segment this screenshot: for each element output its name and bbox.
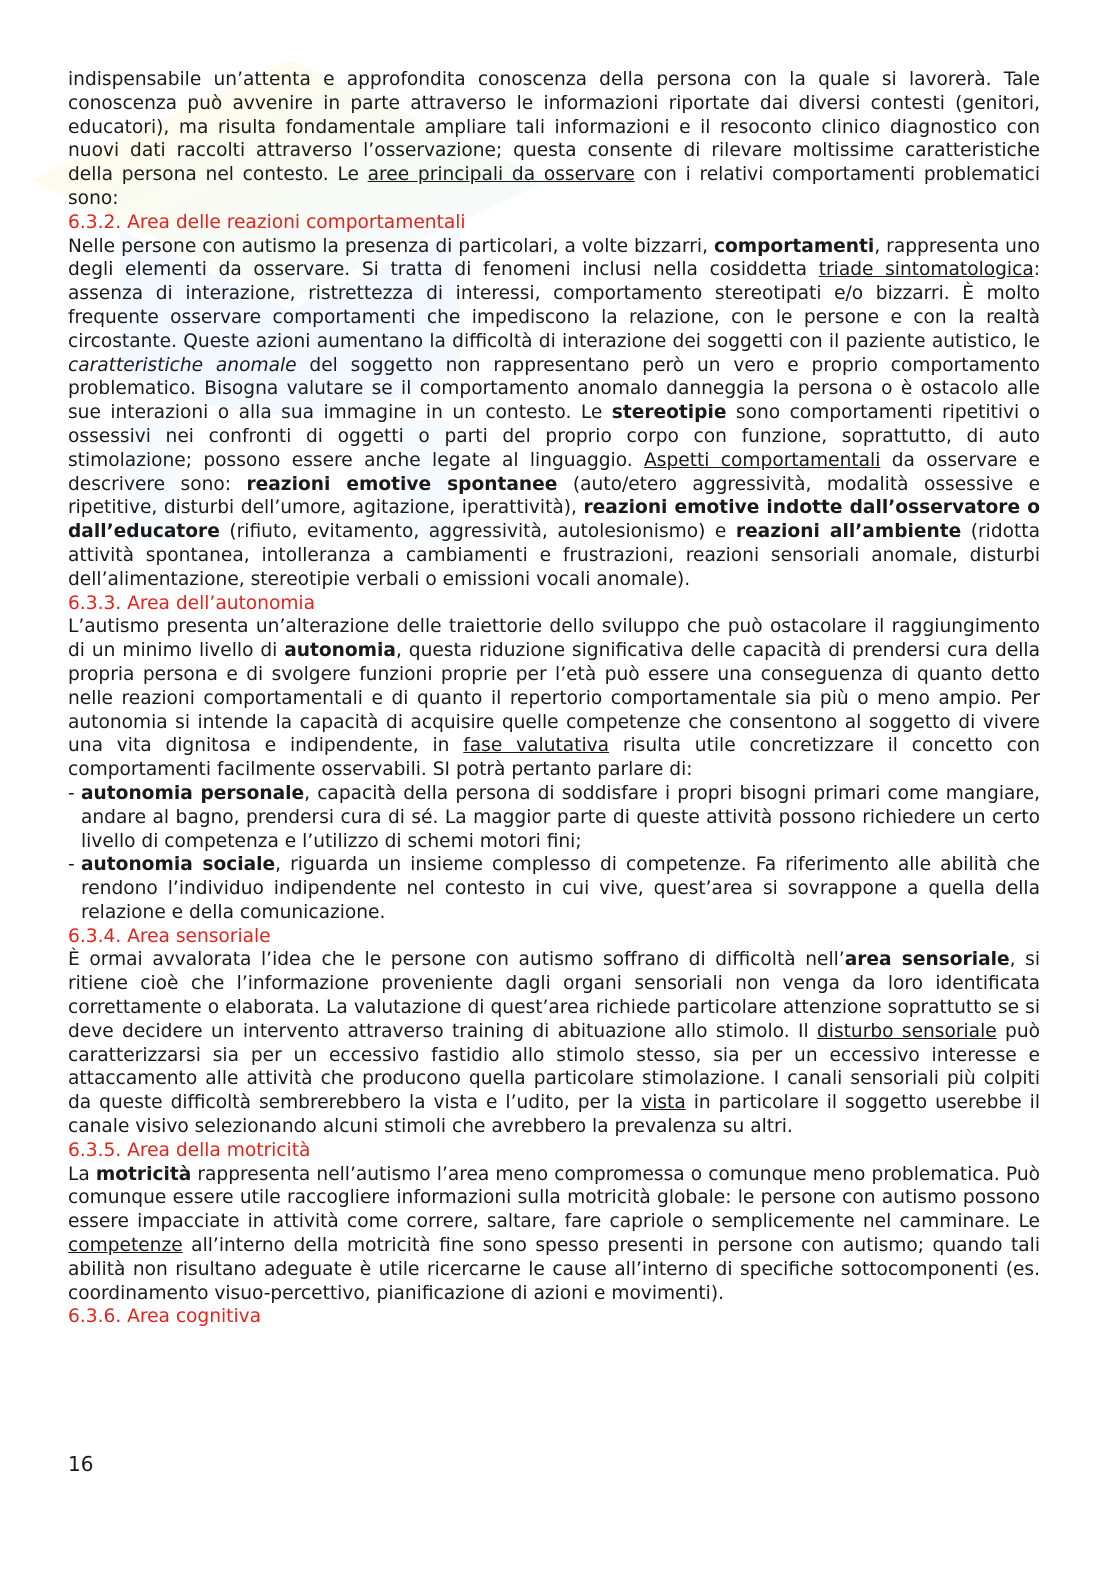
underlined-text: aree principali da osservare xyxy=(367,164,635,186)
italic-term: caratteristiche anomale xyxy=(68,354,297,376)
bold-term: autonomia personale xyxy=(81,782,305,804)
bold-term: area sensoriale xyxy=(844,949,1010,971)
bold-term: stereotipie xyxy=(611,402,727,424)
section-heading-6-3-6: 6.3.6. Area cognitiva xyxy=(68,1306,262,1328)
bold-term: reazioni emotive spontanee xyxy=(246,473,558,495)
underlined-text: disturbo sensoriale xyxy=(816,1020,997,1042)
underlined-text: competenze xyxy=(68,1235,183,1257)
bold-term: comportamenti xyxy=(713,235,875,257)
intro-paragraph: indispensabile un’attenta e approfondita conoscenza della persona con la quale si lavorerà. Tale conoscenza può avvenire in parte attraverso le informazioni riportate dai diversi contesti (genitori, educatori), ma risulta fondamentale ampliare tali informazioni e il resoconto clinico diagnostico con nuovi dati raccolti attraverso l’osservazione; questa consente di rilevare moltissime caratteristiche della persona nel contesto. Le aree principali da osservare con i relativi comportamenti problematici sono: xyxy=(68,69,1040,209)
underlined-text: fase valutativa xyxy=(463,735,610,757)
bold-term: reazioni emotive indotte dall’osservatore o dall’educatore xyxy=(68,497,1040,543)
autonomia-list xyxy=(68,782,1040,925)
underlined-text: vista xyxy=(641,1092,686,1114)
paragraph-autonomia: L’autismo presenta un’alterazione delle traiettorie dello sviluppo che può ostacolare il raggiungimento di un minimo livello di autonomia, questa riduzione significativa delle capacità di prendersi cura della propria persona e di svolgere funzioni proprie per l’età può essere una conseguenza di quanto detto nelle reazioni comportamentali e di quanto il repertorio comportamentale sia più o meno ampio. Per autonomia si intende la capacità di acquisire quelle competenze che consentono al soggetto di vivere una vita dignitosa e indipendente, in fase valutativa risulta utile concretizzare il concetto con comportamenti facilmente osservabili. SI potrà pertanto parlare di: xyxy=(68,616,1040,781)
underlined-text: triade sintomatologica xyxy=(818,259,1034,281)
document-page xyxy=(68,68,1040,1329)
bold-term: reazioni all’ambiente xyxy=(735,521,962,543)
section-heading-6-3-5: 6.3.5. Area della motricità xyxy=(68,1139,311,1161)
paragraph-reazioni-comportamentali: Nelle persone con autismo la presenza di particolari, a volte bizzarri, comportamenti, rappresenta uno degli elementi da osservare. Si tratta di fenomeni inclusi nella cosiddetta triade sintomatologica: assenza di interazione, ristrettezza di interessi, comportamento stereotipati e/o bizzarri. È molto frequente osservare comportamenti che impediscono la relazione, con le persone e con la realtà circostante. Queste azioni aumentano la difficoltà di interazione dei soggetti con il paziente autistico, le caratteristiche anomale del soggetto non rappresentano però un vero e proprio comportamento problematico. Bisogna valutare se il comportamento anomalo danneggia la persona o è ostacolo alle sue interazioni o alla sua immagine in un contesto. Le stereotipie sono comportamenti ripetitivi o ossessivi nei confronti di oggetti o parti del proprio corpo con funzione, soprattutto, di auto stimolazione; possono essere anche legate al linguaggio. Aspetti comportamentali da osservare e descrivere sono: reazioni emotive spontanee (auto/etero aggressività, modalità ossessive e ripetitive, disturbi dell’umore, agitazione, iperattività), reazioni emotive indotte dall’osservatore o dall’educatore (rifiuto, evitamento, aggressività, autolesionismo) e reazioni all’ambiente (ridotta attività spontanea, intolleranza a cambiamenti e frustrazioni, reazioni sensoriali anomale, disturbi dell’alimentazione, stereotipie verbali o emissioni vocali anomale). xyxy=(68,235,1041,590)
section-heading-6-3-3: 6.3.3. Area dell’autonomia xyxy=(68,592,315,614)
paragraph-motricita: La motricità rappresenta nell’autismo l’area meno compromessa o comunque meno problematica. Può comunque essere utile raccogliere informazioni sulla motricità globale: le persone con autismo possono essere impacciate in attività come correre, saltare, fare capriole o semplicemente nel camminare. Le competenze all’interno della motricità fine sono spesso presenti in persone con autismo; quando tali abilità non risultano adeguate è utile ricercarne le cause all’interno di specifiche sottocomponenti (es. coordinamento visuo-percettivo, pianificazione di azioni e movimenti). xyxy=(68,1163,1040,1304)
list-item: - autonomia sociale, riguarda un insieme complesso di competenze. Fa riferimento alle abilità che rendono l’individuo indipendente nel contesto in cui vive, quest’area si sovrappone a quella della relazione e della comunicazione. xyxy=(68,853,1040,924)
list-item: - autonomia personale, capacità della persona di soddisfare i propri bisogni primari come mangiare, andare al bagno, prendersi cura di sé. La maggior parte di queste attività possono richiedere un certo livello di competenza e l’utilizzo di schemi motori fini; xyxy=(68,782,1040,853)
page-number: 16 xyxy=(68,1452,94,1476)
section-heading-6-3-2: 6.3.2. Area delle reazioni comportamentali xyxy=(68,211,466,233)
section-heading-6-3-4: 6.3.4. Area sensoriale xyxy=(68,925,271,947)
underlined-text: Aspetti comportamentali xyxy=(644,449,881,471)
bold-term: autonomia xyxy=(284,640,396,662)
bold-term: motricità xyxy=(95,1163,192,1185)
paragraph-sensoriale: È ormai avvalorata l’idea che le persone con autismo soffrano di difficoltà nell’area sensoriale, si ritiene cioè che l’informazione proveniente dagli organi sensoriali non venga da loro identificata correttamente o elaborata. La valutazione di quest’area richiede particolare attenzione soprattutto se si deve decidere un intervento attraverso training di abituazione allo stimolo. Il disturbo sensoriale può caratterizzarsi sia per un eccessivo fastidio allo stimolo stesso, sia per un eccessivo interesse e attaccamento alle attività che producono quella particolare stimolazione. I canali sensoriali più colpiti da queste difficoltà sembrerebbero la vista e l’udito, per la vista in particolare il soggetto userebbe il canale visivo selezionando alcuni stimoli che avrebbero la prevalenza su altri. xyxy=(68,949,1041,1138)
bold-term: autonomia sociale xyxy=(81,854,276,876)
